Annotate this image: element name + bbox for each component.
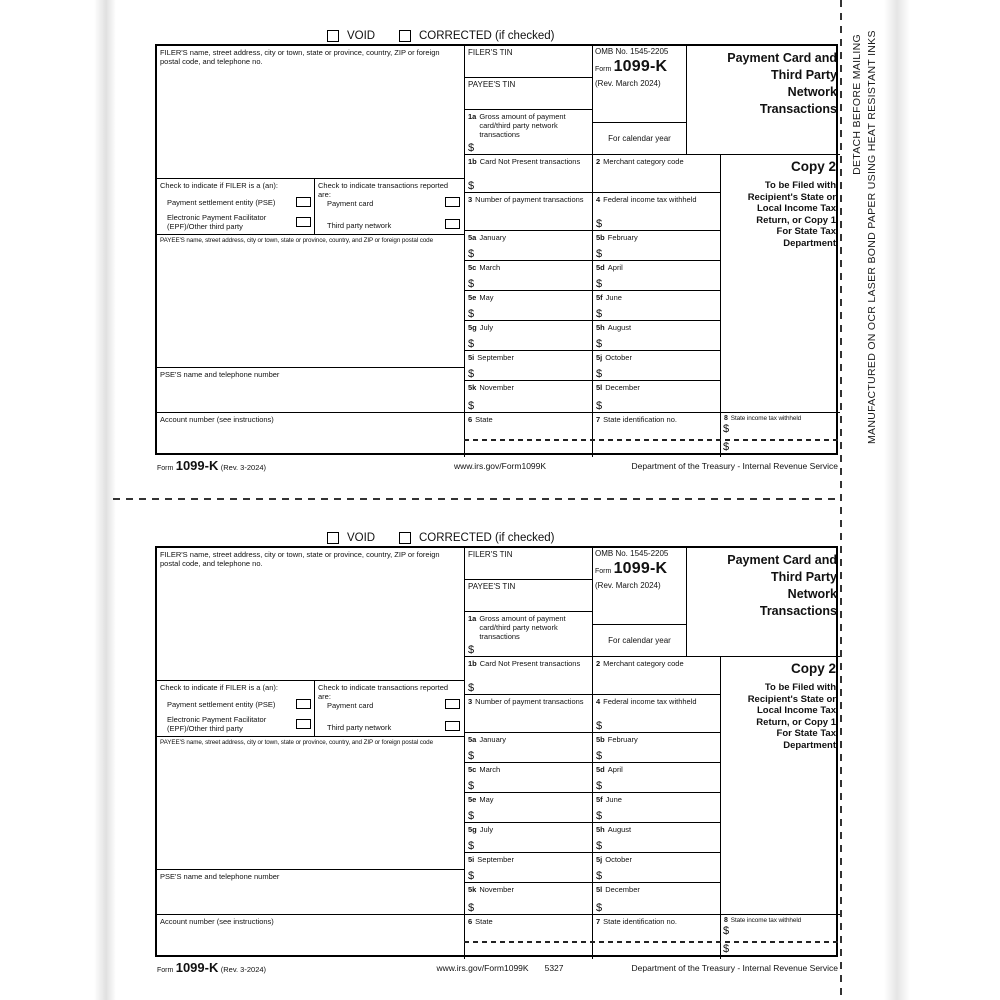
- payee-info-box: [157, 736, 464, 869]
- epf-checkbox[interactable]: [296, 719, 311, 729]
- filer-check-box: [157, 680, 314, 736]
- dollar-sign: $: [596, 840, 603, 852]
- state-row-dashed-line: [464, 941, 840, 943]
- box-1b: [464, 154, 592, 192]
- filer-check-heading: Check to indicate if FILER is a (an):: [160, 683, 278, 692]
- filer-info-box: [157, 46, 464, 178]
- filer-check-option-pse: Payment settlement entity (PSE): [167, 198, 276, 207]
- revision-label: (Rev. March 2024): [595, 79, 661, 88]
- box-1b: [464, 656, 592, 694]
- box-label: Card Not Present transactions: [479, 659, 581, 668]
- payee-info-box: [157, 234, 464, 367]
- box-label: Number of payment transactions: [475, 697, 584, 706]
- dollar-sign: $: [596, 368, 603, 380]
- footer-center: [335, 963, 665, 973]
- third-party-network-checkbox[interactable]: [445, 721, 460, 731]
- footer-form-id: Form 1099-K (Rev. 3-2024): [157, 960, 267, 975]
- filer-info-box: [157, 548, 464, 680]
- month-box-5e: 5e May $: [464, 792, 592, 822]
- box-3: [464, 192, 592, 230]
- box-number: 2: [596, 659, 601, 668]
- month-box-5g: 5g July $: [464, 320, 592, 350]
- month-box-5a: 5a January $: [464, 732, 592, 762]
- dollar-sign: $: [468, 308, 475, 320]
- state-row-dashed-line: [464, 439, 840, 441]
- dollar-sign: $: [468, 248, 475, 260]
- corrected-label: CORRECTED (if checked): [419, 532, 555, 544]
- transactions-option-card: Payment card: [327, 701, 374, 710]
- account-number-label: Account number (see instructions): [160, 917, 274, 926]
- footer-code: 5327: [544, 963, 564, 973]
- form-title: Payment Card and Third Party Network Transactions: [727, 553, 837, 618]
- copy-column: [720, 154, 840, 412]
- box-number: 4: [596, 697, 601, 706]
- dollar-sign: $: [596, 400, 603, 412]
- copy-instructions: To be Filed with Recipient's State or Local Income Tax Return, or Copy 1 For State Tax Department: [747, 180, 836, 249]
- dollar-sign: $: [468, 810, 475, 822]
- form-copy-top: [155, 30, 838, 475]
- dollar-sign: $: [468, 840, 475, 852]
- payees-tin-box: [464, 77, 592, 109]
- box-4: [592, 694, 720, 732]
- treasury-label: Department of the Treasury - Internal Revenue Service: [631, 963, 838, 973]
- corrected-checkbox[interactable]: [399, 532, 411, 544]
- box-number: 4: [596, 195, 601, 204]
- dollar-sign: $: [723, 423, 730, 435]
- dollar-sign: $: [723, 925, 730, 937]
- filer-info-label: FILER'S name, street address, city or town, state or province, country, ZIP or foreign postal code, and telephone no.: [160, 550, 440, 568]
- dollar-sign: $: [596, 870, 603, 882]
- dollar-sign: $: [468, 368, 475, 380]
- dollar-sign: $: [596, 218, 603, 230]
- box-number: 1a: [468, 112, 477, 121]
- month-box-5g: 5g July $: [464, 822, 592, 852]
- detach-note: DETACH BEFORE MAILING: [851, 34, 863, 175]
- perforation-line-vertical: [840, 0, 842, 1000]
- month-box-5d: 5d April $: [592, 762, 720, 792]
- filers-tin-box: [464, 548, 592, 579]
- revision-label: (Rev. March 2024): [595, 581, 661, 590]
- month-box-5k: 5k November $: [464, 882, 592, 914]
- box-label: Card Not Present transactions: [479, 157, 581, 166]
- calendar-year-label: For calendar year: [608, 636, 671, 645]
- box-3: [464, 694, 592, 732]
- month-box-5i: 5i September $: [464, 852, 592, 882]
- copy-column: [720, 656, 840, 914]
- dollar-sign: $: [596, 308, 603, 320]
- form-1099k-box: [155, 546, 838, 957]
- footer-form-id: Form 1099-K (Rev. 3-2024): [157, 458, 267, 473]
- box-label: Federal income tax withheld: [603, 195, 697, 204]
- account-number-box: [157, 914, 464, 959]
- form-number: 1099-K: [613, 560, 668, 577]
- form-copy-bottom: [155, 532, 838, 977]
- month-box-5j: 5j October $: [592, 350, 720, 380]
- filer-check-heading: Check to indicate if FILER is a (an):: [160, 181, 278, 190]
- month-box-5k: 5k November $: [464, 380, 592, 412]
- transactions-check-heading: Check to indicate transactions reported are:: [318, 683, 449, 701]
- account-number-label: Account number (see instructions): [160, 415, 274, 424]
- form-title: Payment Card and Third Party Network Transactions: [727, 51, 837, 116]
- box-1a: [464, 611, 592, 656]
- box-number: 3: [468, 195, 473, 204]
- dollar-sign: $: [468, 780, 475, 792]
- omb-form-box: [592, 46, 687, 122]
- perforation-line-horizontal: [113, 498, 841, 500]
- dollar-sign: $: [723, 441, 730, 453]
- transactions-option-network: Third party network: [327, 221, 392, 230]
- month-box-5h: 5h August $: [592, 822, 720, 852]
- dollar-sign: $: [468, 400, 475, 412]
- pse-name-box: [157, 367, 464, 412]
- box-6-state: 6 State: [464, 412, 592, 457]
- dollar-sign: $: [723, 943, 730, 955]
- payees-tin-label: PAYEE'S TIN: [468, 582, 516, 591]
- payment-card-checkbox[interactable]: [445, 197, 460, 207]
- irs-url: www.irs.gov/Form1099K: [436, 963, 529, 973]
- omb-form-box: [592, 548, 687, 624]
- manufactured-note: MANUFACTURED ON OCR LASER BOND PAPER USING HEAT RESISTANT INKS: [866, 30, 878, 444]
- box-label: Number of payment transactions: [475, 195, 584, 204]
- transactions-option-network: Third party network: [327, 723, 392, 732]
- dollar-sign: $: [468, 682, 475, 694]
- box-7-state-id: 7 State identification no.: [592, 914, 720, 959]
- box-6-state: 6 State: [464, 914, 592, 959]
- box-label: Merchant category code: [603, 659, 684, 668]
- transactions-check-heading: Check to indicate transactions reported are:: [318, 181, 449, 199]
- dollar-sign: $: [596, 902, 603, 914]
- void-label: VOID: [347, 30, 376, 42]
- box-number: 3: [468, 697, 473, 706]
- pse-checkbox[interactable]: [296, 197, 311, 207]
- copy-designation: Copy 2: [790, 159, 836, 174]
- month-box-5c: 5c March $: [464, 260, 592, 290]
- month-box-5h: 5h August $: [592, 320, 720, 350]
- box-8-state-tax: 8 State income tax withheld $ $: [720, 914, 840, 959]
- dollar-sign: $: [596, 248, 603, 260]
- month-box-5b: 5b February $: [592, 732, 720, 762]
- treasury-label: Department of the Treasury - Internal Revenue Service: [631, 461, 838, 471]
- month-box-5f: 5f June $: [592, 290, 720, 320]
- form-word: Form: [595, 66, 612, 73]
- copy-designation: Copy 2: [790, 661, 836, 676]
- calendar-year-box: [592, 624, 687, 656]
- filers-tin-label: FILER'S TIN: [468, 550, 513, 559]
- box-2: [592, 154, 720, 192]
- irs-url: www.irs.gov/Form1099K: [453, 461, 547, 471]
- pse-checkbox[interactable]: [296, 699, 311, 709]
- box-4: [592, 192, 720, 230]
- filer-check-box: [157, 178, 314, 234]
- payee-info-label: PAYEE'S name, street address, city or town, state or province, country, and ZIP or foreign postal code: [160, 739, 433, 746]
- box-8-state-tax: 8 State income tax withheld $ $: [720, 412, 840, 457]
- box-label: Merchant category code: [603, 157, 684, 166]
- void-checkbox[interactable]: [327, 30, 339, 42]
- month-box-5l: 5l December $: [592, 882, 720, 914]
- filer-info-label: FILER'S name, street address, city or town, state or province, country, ZIP or foreign postal code, and telephone no.: [160, 48, 440, 66]
- box-7-state-id: 7 State identification no.: [592, 412, 720, 457]
- dollar-sign: $: [468, 750, 475, 762]
- form-number: 1099-K: [613, 58, 668, 75]
- dollar-sign: $: [596, 338, 603, 350]
- margin-notes: [850, 30, 894, 444]
- dollar-sign: $: [596, 780, 603, 792]
- omb-number: OMB No. 1545-2205: [595, 549, 669, 558]
- dollar-sign: $: [468, 644, 475, 656]
- void-corrected-row: [155, 532, 838, 546]
- pse-name-label: PSE'S name and telephone number: [160, 370, 280, 379]
- dollar-sign: $: [468, 180, 475, 192]
- filers-tin-box: [464, 46, 592, 77]
- calendar-year-box: [592, 122, 687, 154]
- form-1099k-box: [155, 44, 838, 455]
- dollar-sign: $: [596, 750, 603, 762]
- month-box-5l: 5l December $: [592, 380, 720, 412]
- dollar-sign: $: [468, 902, 475, 914]
- transactions-option-card: Payment card: [327, 199, 374, 208]
- calendar-year-label: For calendar year: [608, 134, 671, 143]
- dollar-sign: $: [468, 870, 475, 882]
- month-box-5j: 5j October $: [592, 852, 720, 882]
- box-1a: [464, 109, 592, 154]
- box-label: Federal income tax withheld: [603, 697, 697, 706]
- third-party-network-checkbox[interactable]: [445, 219, 460, 229]
- void-checkbox[interactable]: [327, 532, 339, 544]
- payment-card-checkbox[interactable]: [445, 699, 460, 709]
- filer-check-option-epf: Electronic Payment Facilitator (EPF)/Other third party: [167, 715, 267, 733]
- box-label: Gross amount of payment card/third party network transactions: [479, 112, 566, 139]
- pse-name-box: [157, 869, 464, 914]
- filer-check-option-epf: Electronic Payment Facilitator (EPF)/Other third party: [167, 213, 267, 231]
- void-label: VOID: [347, 532, 376, 544]
- page-edge-shadow-left: [94, 0, 116, 1000]
- void-corrected-row: [155, 30, 838, 44]
- month-box-5a: 5a January $: [464, 230, 592, 260]
- payees-tin-label: PAYEE'S TIN: [468, 80, 516, 89]
- transactions-check-box: [314, 680, 464, 736]
- month-box-5e: 5e May $: [464, 290, 592, 320]
- account-number-box: [157, 412, 464, 457]
- box-number: 1b: [468, 157, 477, 166]
- omb-number: OMB No. 1545-2205: [595, 47, 669, 56]
- filer-check-option-pse: Payment settlement entity (PSE): [167, 700, 276, 709]
- corrected-label: CORRECTED (if checked): [419, 30, 555, 42]
- month-box-5b: 5b February $: [592, 230, 720, 260]
- transactions-check-box: [314, 178, 464, 234]
- copy-instructions: To be Filed with Recipient's State or Local Income Tax Return, or Copy 1 For State Tax Department: [747, 682, 836, 751]
- month-box-5c: 5c March $: [464, 762, 592, 792]
- dollar-sign: $: [596, 810, 603, 822]
- box-label: Gross amount of payment card/third party network transactions: [479, 614, 566, 641]
- payee-info-label: PAYEE'S name, street address, city or town, state or province, country, and ZIP or foreign postal code: [160, 237, 433, 244]
- dollar-sign: $: [468, 278, 475, 290]
- epf-checkbox[interactable]: [296, 217, 311, 227]
- month-box-5f: 5f June $: [592, 792, 720, 822]
- month-box-5i: 5i September $: [464, 350, 592, 380]
- dollar-sign: $: [468, 338, 475, 350]
- pse-name-label: PSE'S name and telephone number: [160, 872, 280, 881]
- dollar-sign: $: [596, 720, 603, 732]
- month-box-5d: 5d April $: [592, 260, 720, 290]
- dollar-sign: $: [596, 278, 603, 290]
- footer-center: [335, 461, 665, 471]
- dollar-sign: $: [468, 142, 475, 154]
- form-footer: [155, 960, 838, 976]
- box-number: 1b: [468, 659, 477, 668]
- box-number: 2: [596, 157, 601, 166]
- box-2: [592, 656, 720, 694]
- box-number: 1a: [468, 614, 477, 623]
- filers-tin-label: FILER'S TIN: [468, 48, 513, 57]
- form-footer: [155, 458, 838, 474]
- payees-tin-box: [464, 579, 592, 611]
- form-word: Form: [595, 568, 612, 575]
- corrected-checkbox[interactable]: [399, 30, 411, 42]
